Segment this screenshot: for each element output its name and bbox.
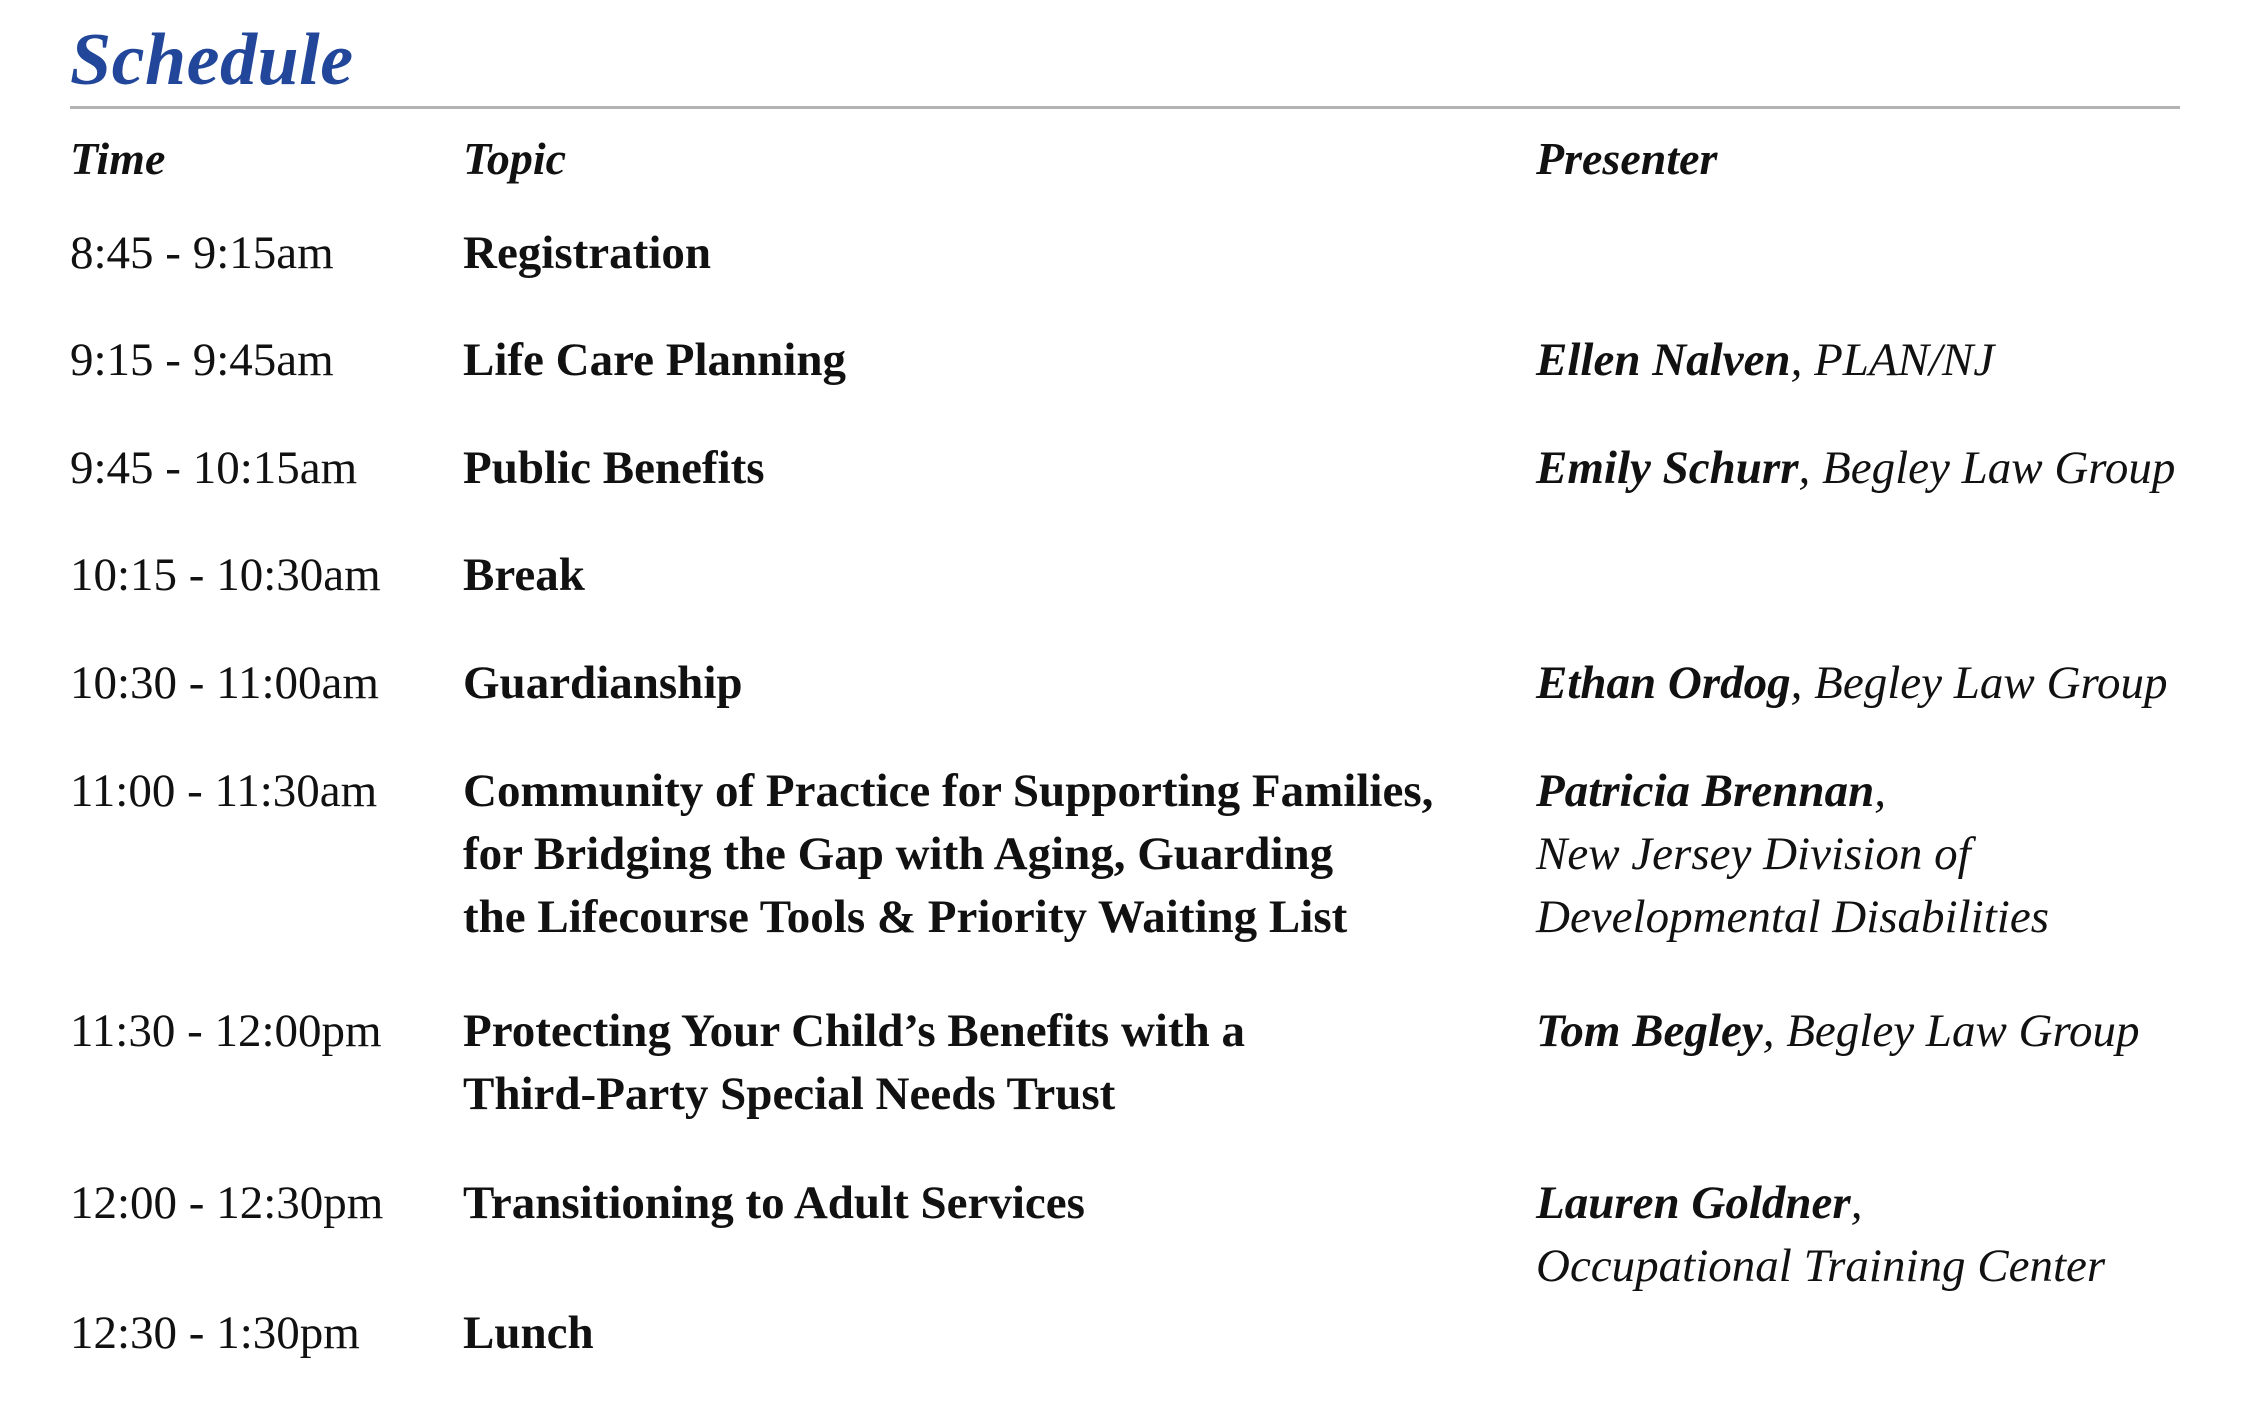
presenter-name: Tom Begley <box>1536 1005 1763 1057</box>
presenter-org: , Begley Law Group <box>1798 442 2176 494</box>
row-topic <box>463 760 1503 949</box>
column-header-topic: Topic <box>463 133 567 184</box>
title-divider <box>70 106 2180 109</box>
row-topic: Public Benefits <box>463 442 765 494</box>
topic-line: the Lifecourse Tools & Priority Waiting List <box>463 891 1348 943</box>
row-topic: Life Care Planning <box>463 334 846 386</box>
presenter-comma: , <box>1874 765 1886 817</box>
presenter-org-line: New Jersey Division of <box>1536 828 1971 880</box>
presenter-name: Emily Schurr <box>1536 442 1799 494</box>
row-presenter <box>1536 1000 2196 1063</box>
row-topic: Registration <box>463 227 712 279</box>
presenter-org: , Begley Law Group <box>1790 657 2168 709</box>
row-topic <box>463 1000 1503 1126</box>
presenter-name: Ellen Nalven <box>1536 334 1791 386</box>
row-presenter <box>1536 760 2196 949</box>
row-time: 11:30 - 12:00pm <box>70 1005 382 1057</box>
row-time: 8:45 - 9:15am <box>70 227 334 279</box>
row-topic: Lunch <box>463 1307 594 1359</box>
row-time: 10:15 - 10:30am <box>70 549 381 601</box>
column-header-time: Time <box>70 133 166 184</box>
row-topic: Transitioning to Adult Services <box>463 1177 1085 1229</box>
presenter-name: Ethan Ordog <box>1536 657 1791 709</box>
row-presenter <box>1536 437 2196 500</box>
page-title: Schedule <box>70 19 354 101</box>
presenter-name: Patricia Brennan <box>1536 765 1875 817</box>
topic-line: Third-Party Special Needs Trust <box>463 1068 1116 1120</box>
row-time: 12:00 - 12:30pm <box>70 1177 384 1229</box>
row-time: 9:45 - 10:15am <box>70 442 358 494</box>
schedule-page <box>70 0 2180 1416</box>
row-time: 9:15 - 9:45am <box>70 334 334 386</box>
row-time: 12:30 - 1:30pm <box>70 1307 360 1359</box>
presenter-org: , PLAN/NJ <box>1790 334 1995 386</box>
topic-line: Protecting Your Child’s Benefits with a <box>463 1005 1246 1057</box>
row-presenter <box>1536 329 2196 392</box>
column-header-presenter: Presenter <box>1536 133 1718 184</box>
presenter-org-line: Developmental Disabilities <box>1536 891 2049 943</box>
row-presenter <box>1536 1172 2196 1298</box>
topic-line: Community of Practice for Supporting Families, <box>463 765 1434 817</box>
row-topic: Guardianship <box>463 657 743 709</box>
presenter-org: , Begley Law Group <box>1762 1005 2140 1057</box>
row-presenter <box>1536 652 2196 715</box>
row-time: 11:00 - 11:30am <box>70 765 378 817</box>
row-topic: Break <box>463 549 585 601</box>
topic-line: for Bridging the Gap with Aging, Guarding <box>463 828 1334 880</box>
presenter-comma: , <box>1850 1177 1863 1229</box>
presenter-name: Lauren Goldner <box>1536 1177 1851 1229</box>
presenter-org-line: Occupational Training Center <box>1536 1240 2106 1292</box>
row-time: 10:30 - 11:00am <box>70 657 379 709</box>
